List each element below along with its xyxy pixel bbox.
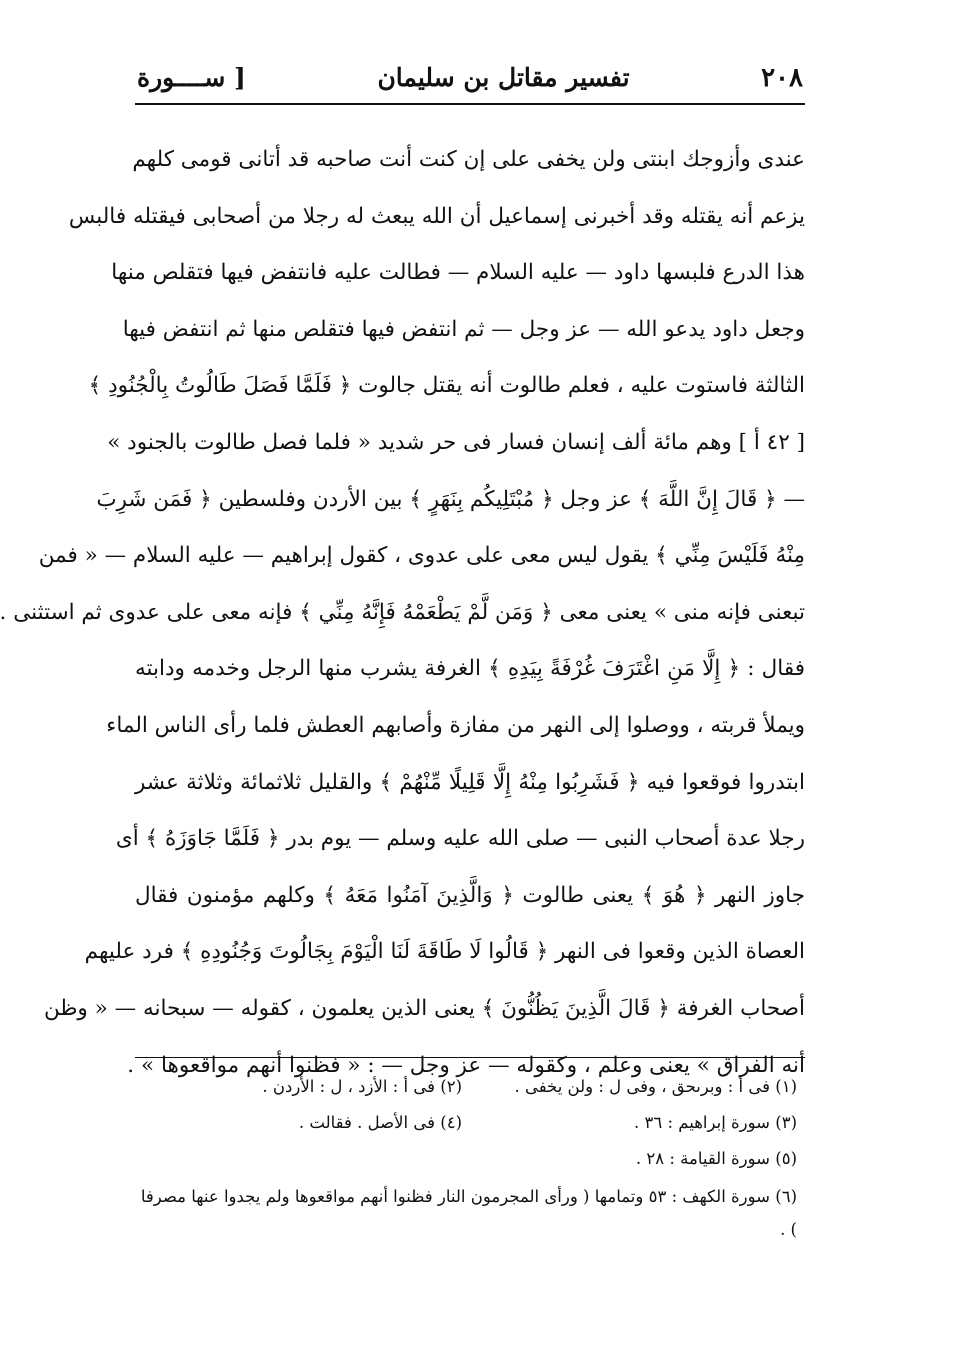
text-line: عندى وأزوجك ابنتى ولن يخفى على إن كنت أنت صاحبه قد أتانى قومى كلهم [132, 147, 805, 172]
text-line: هذا الدرع فلبسها داود — عليه السلام — فطالت عليه فانتفض فيها فتقلص منها [111, 260, 805, 286]
surah-label: [ ســــورة [137, 63, 246, 92]
text-line: جاوز النهر ﴿ هُوَ ﴾ يعنى طالوت ﴿ وَالَّذِينَ آمَنُوا مَعَهُ ﴾ وكلهم مؤمنون فقال [135, 882, 805, 908]
text-line: فقال : ﴿ إِلَّا مَنِ اغْتَرَفَ غُرْفَةً بِيَدِهِ ﴾ الغرفة يشرب منها الرجل وخدمه ودابته [135, 656, 805, 682]
text-line: ابتدروا فوقعوا فيه ﴿ فَشَرِبُوا مِنْهُ إِلَّا قَلِيلًا مِّنْهُمْ ﴾ والقليل ثلاثمائة وثلاثة عشر [135, 769, 805, 795]
text-line: مِنْهُ فَلَيْسَ مِنِّي ﴾ يقول ليس معى على عدوى ، كقول إبراهيم — عليه السلام — « فمن [38, 543, 805, 569]
running-title: تفسير مقاتل بن سليمان [377, 63, 630, 92]
text-line: ويملأ قربته ، ووصلوا إلى النهر من مفازة وأصابهم العطش فلما رأى الناس الماء [106, 712, 805, 738]
text-line: — ﴿ قَالَ إِنَّ اللَّهَ ﴾ عز وجل ﴿ مُبْتَلِيكُم بِنَهَرٍ ﴾ بين الأردن وفلسطين ﴿ فَمَن شَرِبَ [96, 486, 805, 512]
footnote-row [135, 1068, 805, 1104]
footnote-1: (١) فى أ : وبرىحق ، وفى ل : ولن يخفى . [514, 1076, 797, 1096]
text-line: أصحاب الغرفة ﴿ قَالَ الَّذِينَ يَظُنُّونَ ﴾ يعنى الذين يعلمون ، كقوله — سبحانه — « وظن [43, 995, 805, 1021]
text-line: [ ٤٢ أ ] وهم مائة ألف إنسان فسار فى حر شديد « فلما فصل طالوت بالجنود » [107, 429, 805, 455]
text-line: أنه الفراق » يعنى وعلم ، وكقوله — عز وجل — : « فظنوا أنهم مواقعوها » . [127, 1052, 805, 1078]
footnote-row [135, 1140, 805, 1176]
text-line: رجلا عدة أصحاب النبى — صلى الله عليه وسلم — يوم بدر ﴿ فَلَمَّا جَاوَزَهُ ﴾ أى [115, 826, 805, 852]
footnote-row [135, 1104, 805, 1140]
header-rule [135, 103, 805, 105]
footnote-5: (٥) سورة القيامة : ٢٨ . [635, 1148, 797, 1168]
footnote-3: (٣) سورة إبراهيم : ٣٦ . [633, 1112, 797, 1132]
text-line: وجعل داود يدعو الله — عز وجل — ثم انتفض فيها فتقلص منها ثم انتفض فيها [122, 316, 805, 342]
footnotes [135, 1068, 805, 1246]
running-head [137, 58, 803, 98]
footnote-2: (٢) فى أ : الأزد ، ل : الأردن . [262, 1076, 462, 1096]
footnote-rule [135, 1057, 805, 1058]
text-line: العصاة الذين وقعوا فى النهر ﴿ قَالُوا لَا طَاقَةَ لَنَا الْيَوْمَ بِجَالُوتَ وَجُنُودِهِ ﴾ فرد عليهم [84, 939, 805, 965]
footnote-4: (٤) فى الأصل . فقالت . [298, 1112, 462, 1132]
page-number: ٢٠٨ [761, 63, 803, 93]
text-line: تبعنى فإنه منى » يعنى معى ﴿ وَمَن لَّمْ يَطْعَمْهُ فَإِنَّهُ مِنِّي ﴾ فإنه معى على عدوى ثم استثنى . [0, 599, 805, 625]
footnote-6: (٦) سورة الكهف : ٥٣ وتمامها ( ورأى المجرمون النار فظنوا أنهم مواقعوها ولم يجدوا عنها مصرفا ) . [140, 1187, 797, 1239]
body-text [0, 132, 805, 1094]
text-line: الثالثة فاستوت عليه ، فعلم طالوت أنه يقتل جالوت ﴿ فَلَمَّا فَصَلَ طَالُوتُ بِالْجُنُودِ ﴾ [88, 373, 805, 399]
text-line: يزعم أنه يقتله وقد أخبرنى إسماعيل أن الله يبعث له رجلا من أصحابى فيقتله فالبس [68, 203, 805, 229]
